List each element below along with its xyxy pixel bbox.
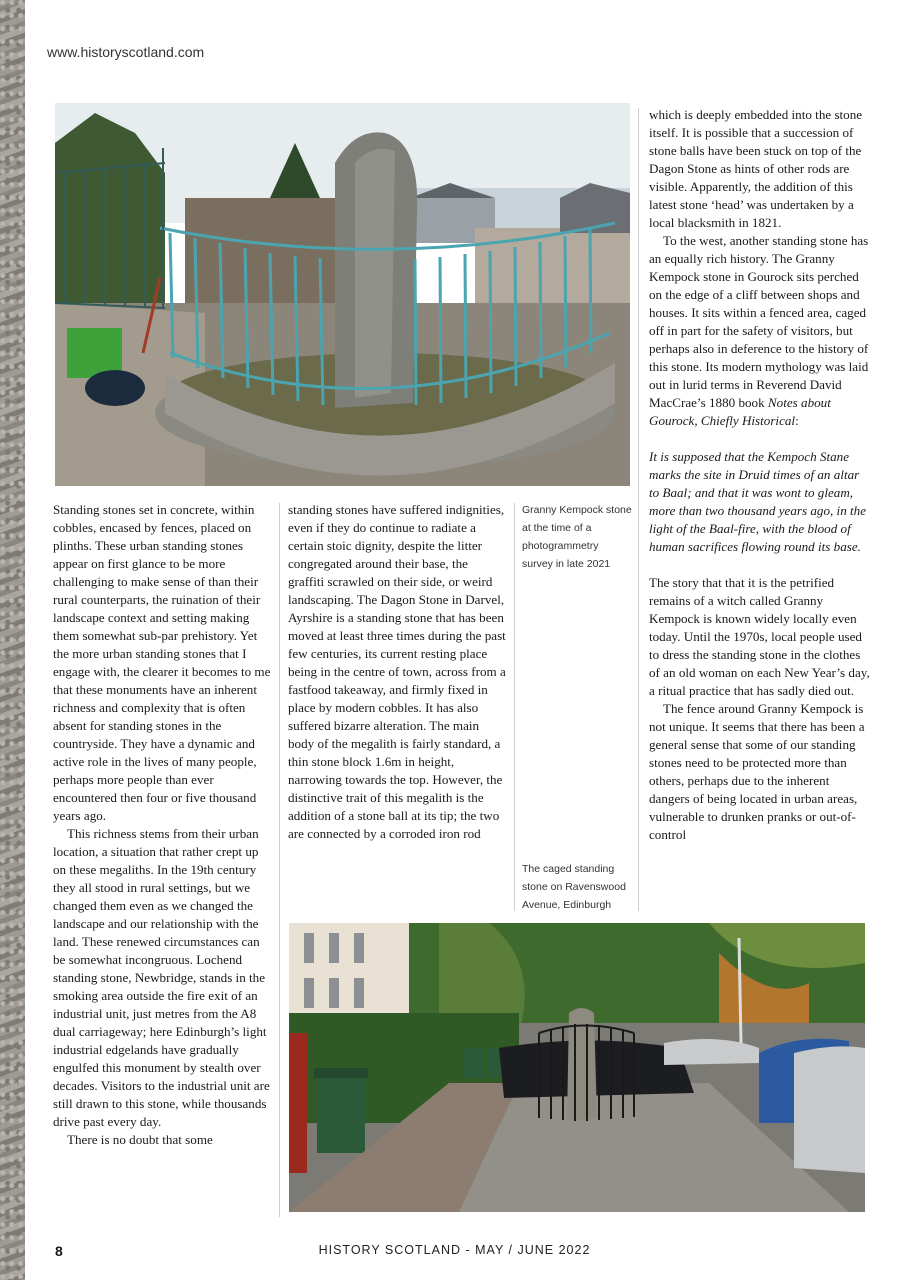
article-column-4 (649, 106, 871, 844)
article-paragraph (649, 232, 871, 430)
book-title: Notes about Gourock, Chiefly Historical (649, 395, 831, 428)
article-paragraph: standing stones have suffered indignities, even if they do continue to radiate a certain stoic dignity, despite the litter congregated around their base, the graffiti scrawled on their side, or weird landscaping. The Dagon Stone in Darvel, Ayrshire is a standing stone that has been moved at least three times during the past few centuries, its current resting place being in the centre of town, across from a fastfood takeaway, and firmly fixed in place by modern cobbles. It has also suffered bizarre alteration. The main body of the megalith is fairly standard, a thin stone block 1.6m in height, narrowing towards the top. However, the distinctive trait of this megalith is the addition of a stone ball at its tip; the two are connected by a corroded iron rod (288, 502, 506, 841)
photo-ravenswood-avenue (289, 923, 865, 1212)
article-paragraph: There is no doubt that some (67, 1132, 213, 1147)
article-text: : (795, 413, 799, 428)
block-quote: It is supposed that the Kempoch Stane marks the site in Druid times of an altar to Baal; and that it was wont to gleam, more than two thousand years ago, in the light of the Baal-fire, with the blood of human sacrifices flowing round its base. (649, 449, 867, 554)
article-paragraph: The fence around Granny Kempock is not unique. It seems that there has been a general sense that some of our standing stones need to be protected more than others, perhaps due to the inherent dangers of being located in urban areas, vulnerable to drunken pranks or out-of-control (649, 701, 865, 842)
article-column-1 (53, 501, 271, 1149)
magazine-footer (0, 1243, 909, 1257)
site-url: www.historyscotland.com (47, 44, 205, 60)
article-paragraph: This richness stems from their urban location, a situation that rather crept up on these megaliths. In the 19th century they all stood in rural settings, but we changed them even as we changed the landscape and our relationship with the land. These renewed circumstances can be somewhat incongruous. Lochend standing stone, Newbridge, stands in the smoking area outside the fire exit of an industrial unit, just metres from the A8 dual carriageway; here Edinburgh’s light industrial edgelands have gradually engulfed this monument by stealth over decades. Visitors to the industrial unit are still drawn to this stone, while thousands drive past every day. (53, 826, 270, 1129)
article-paragraph: The story that that it is the petrified remains of a witch called Granny Kempock is known widely locally even today. Until the 1970s, local people used to dress the standing stone in the clothes of an old woman on each New Year’s day, a ritual practice that has sadly died out. (649, 575, 870, 698)
magazine-name: HISTORY SCOTLAND (318, 1243, 462, 1257)
photo-granny-kempock (55, 103, 630, 486)
article-text: To the west, another standing stone has an equally rich history. The Granny Kempock stone in Gourock sits perched on the edge of a cliff between shops and houses. It sits within a fenced area, caged off in part for the safety of visitors, but perhaps also in deference to the history of this stone. Its modern mythology was laid out in lurid terms in Reverend David MacCrae’s 1880 book (649, 233, 869, 410)
caption-bottom-photo: The caged standing stone on Ravenswood Avenue, Edinburgh (522, 863, 626, 911)
issue-date: - MAY / JUNE 2022 (461, 1243, 591, 1257)
article-column-2 (288, 501, 506, 843)
column-divider (638, 108, 639, 911)
stone-texture-edge (0, 0, 25, 1280)
column-divider (514, 503, 515, 911)
article-paragraph: Standing stones set in concrete, within cobbles, encased by fences, placed on plinths. These urban standing stones appear on first glance to be more challenging to make sense of than their rural counterparts, the ruination of their landscape context and setting making them somewhat sub-par prehistory. Yet the more urban standing stones that I engage with, the clearer it becomes to me that these monuments have an inherent richness and complexity that is often absent for standing stones in the countryside. They have a dynamic and active role in the lives of many people, perhaps more people than ever encountered then four or five thousand years ago. (53, 502, 271, 823)
column-divider (279, 503, 280, 1217)
caption-top-photo: Granny Kempock stone at the time of a photogrammetry survey in late 2021 (522, 504, 632, 570)
page-number: 8 (55, 1243, 63, 1259)
article-paragraph: which is deeply embedded into the stone itself. It is possible that a succession of stone balls have been stuck on top of the Dagon Stone as hints of other rods are visible. Apparently, the addition of this latest stone ‘head’ was undertaken by a local blacksmith in 1821. (649, 107, 863, 230)
